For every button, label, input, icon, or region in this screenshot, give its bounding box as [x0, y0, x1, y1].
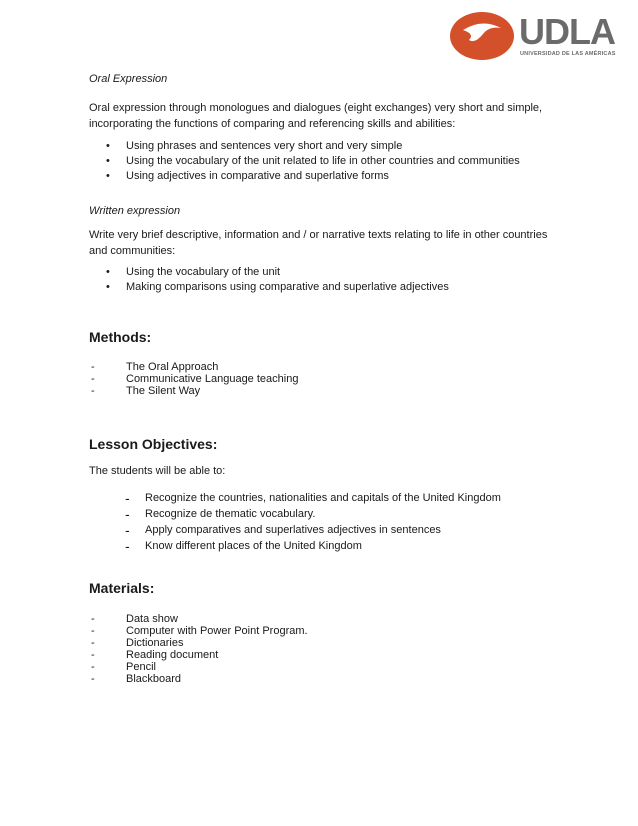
list-item: - Recognize the countries, nationalities and capitals of the United Kingdom [125, 490, 501, 506]
dash-icon: - [91, 373, 95, 385]
list-item: - Reading document [91, 649, 219, 661]
udla-logo [449, 10, 625, 62]
list-item: - Computer with Power Point Program. [91, 625, 308, 637]
dash-icon: - [91, 637, 95, 649]
list-item: - Communicative Language teaching [91, 373, 299, 385]
list-item: - Blackboard [91, 673, 182, 685]
udla-swoosh-icon [449, 10, 515, 62]
bullet-icon: • [106, 266, 110, 278]
list-item: • Using adjectives in comparative and superlative forms [106, 170, 389, 182]
list-item: - The Oral Approach [91, 361, 219, 373]
list-item: - Recognize de thematic vocabulary. [125, 506, 316, 522]
logo-wordmark: UDLA [519, 11, 615, 52]
dash-icon: - [91, 385, 95, 397]
dash-icon: - [125, 490, 130, 506]
bullet-icon: • [106, 170, 110, 182]
dash-icon: - [91, 673, 95, 685]
bullet-icon: • [106, 140, 110, 152]
materials-list [89, 613, 308, 685]
list-item: - Know different places of the United Kingdom [125, 538, 362, 554]
materials-heading: Materials: [89, 580, 155, 596]
list-item: - Data show [91, 613, 178, 625]
bullet-icon: • [106, 155, 110, 167]
dash-icon: - [125, 538, 130, 554]
list-item: - Dictionaries [91, 637, 184, 649]
dash-icon: - [91, 625, 95, 637]
logo-subtitle: UNIVERSIDAD DE LAS AMÉRICAS [520, 51, 616, 57]
written-expression-paragraph: Write very brief descriptive, information and / or narrative texts relating to life in other countries and communities: [89, 229, 548, 257]
lesson-objectives-list [125, 490, 501, 554]
dash-icon: - [125, 522, 130, 538]
list-item: - The Silent Way [91, 385, 201, 397]
list-item: • Using phrases and sentences very short and very simple [106, 140, 403, 152]
dash-icon: - [91, 613, 95, 625]
list-item: • Using the vocabulary of the unit [106, 266, 281, 278]
oral-expression-title: Oral Expression [89, 73, 168, 85]
dash-icon: - [91, 661, 95, 673]
methods-heading: Methods: [89, 329, 152, 345]
dash-icon: - [91, 649, 95, 661]
methods-list [89, 361, 298, 397]
written-expression-list [89, 265, 449, 295]
list-item: • Making comparisons using comparative and superlative adjectives [106, 281, 449, 293]
dash-icon: - [125, 506, 130, 522]
list-item: - Pencil [91, 661, 156, 673]
dash-icon: - [91, 361, 95, 373]
bullet-icon: • [106, 281, 110, 293]
oral-expression-paragraph: Oral expression through monologues and dialogues (eight exchanges) very short and simple, incorporating the functions of comparing and referencing skills and abilities: [89, 102, 543, 130]
lesson-objectives-heading: Lesson Objectives: [89, 436, 218, 452]
lesson-objectives-intro: The students will be able to: [89, 465, 226, 477]
list-item: - Apply comparatives and superlatives adjectives in sentences [125, 522, 441, 538]
list-item: • Using the vocabulary of the unit related to life in other countries and communities [106, 155, 520, 167]
written-expression-title: Written expression [89, 205, 181, 217]
oral-expression-list [89, 139, 520, 184]
